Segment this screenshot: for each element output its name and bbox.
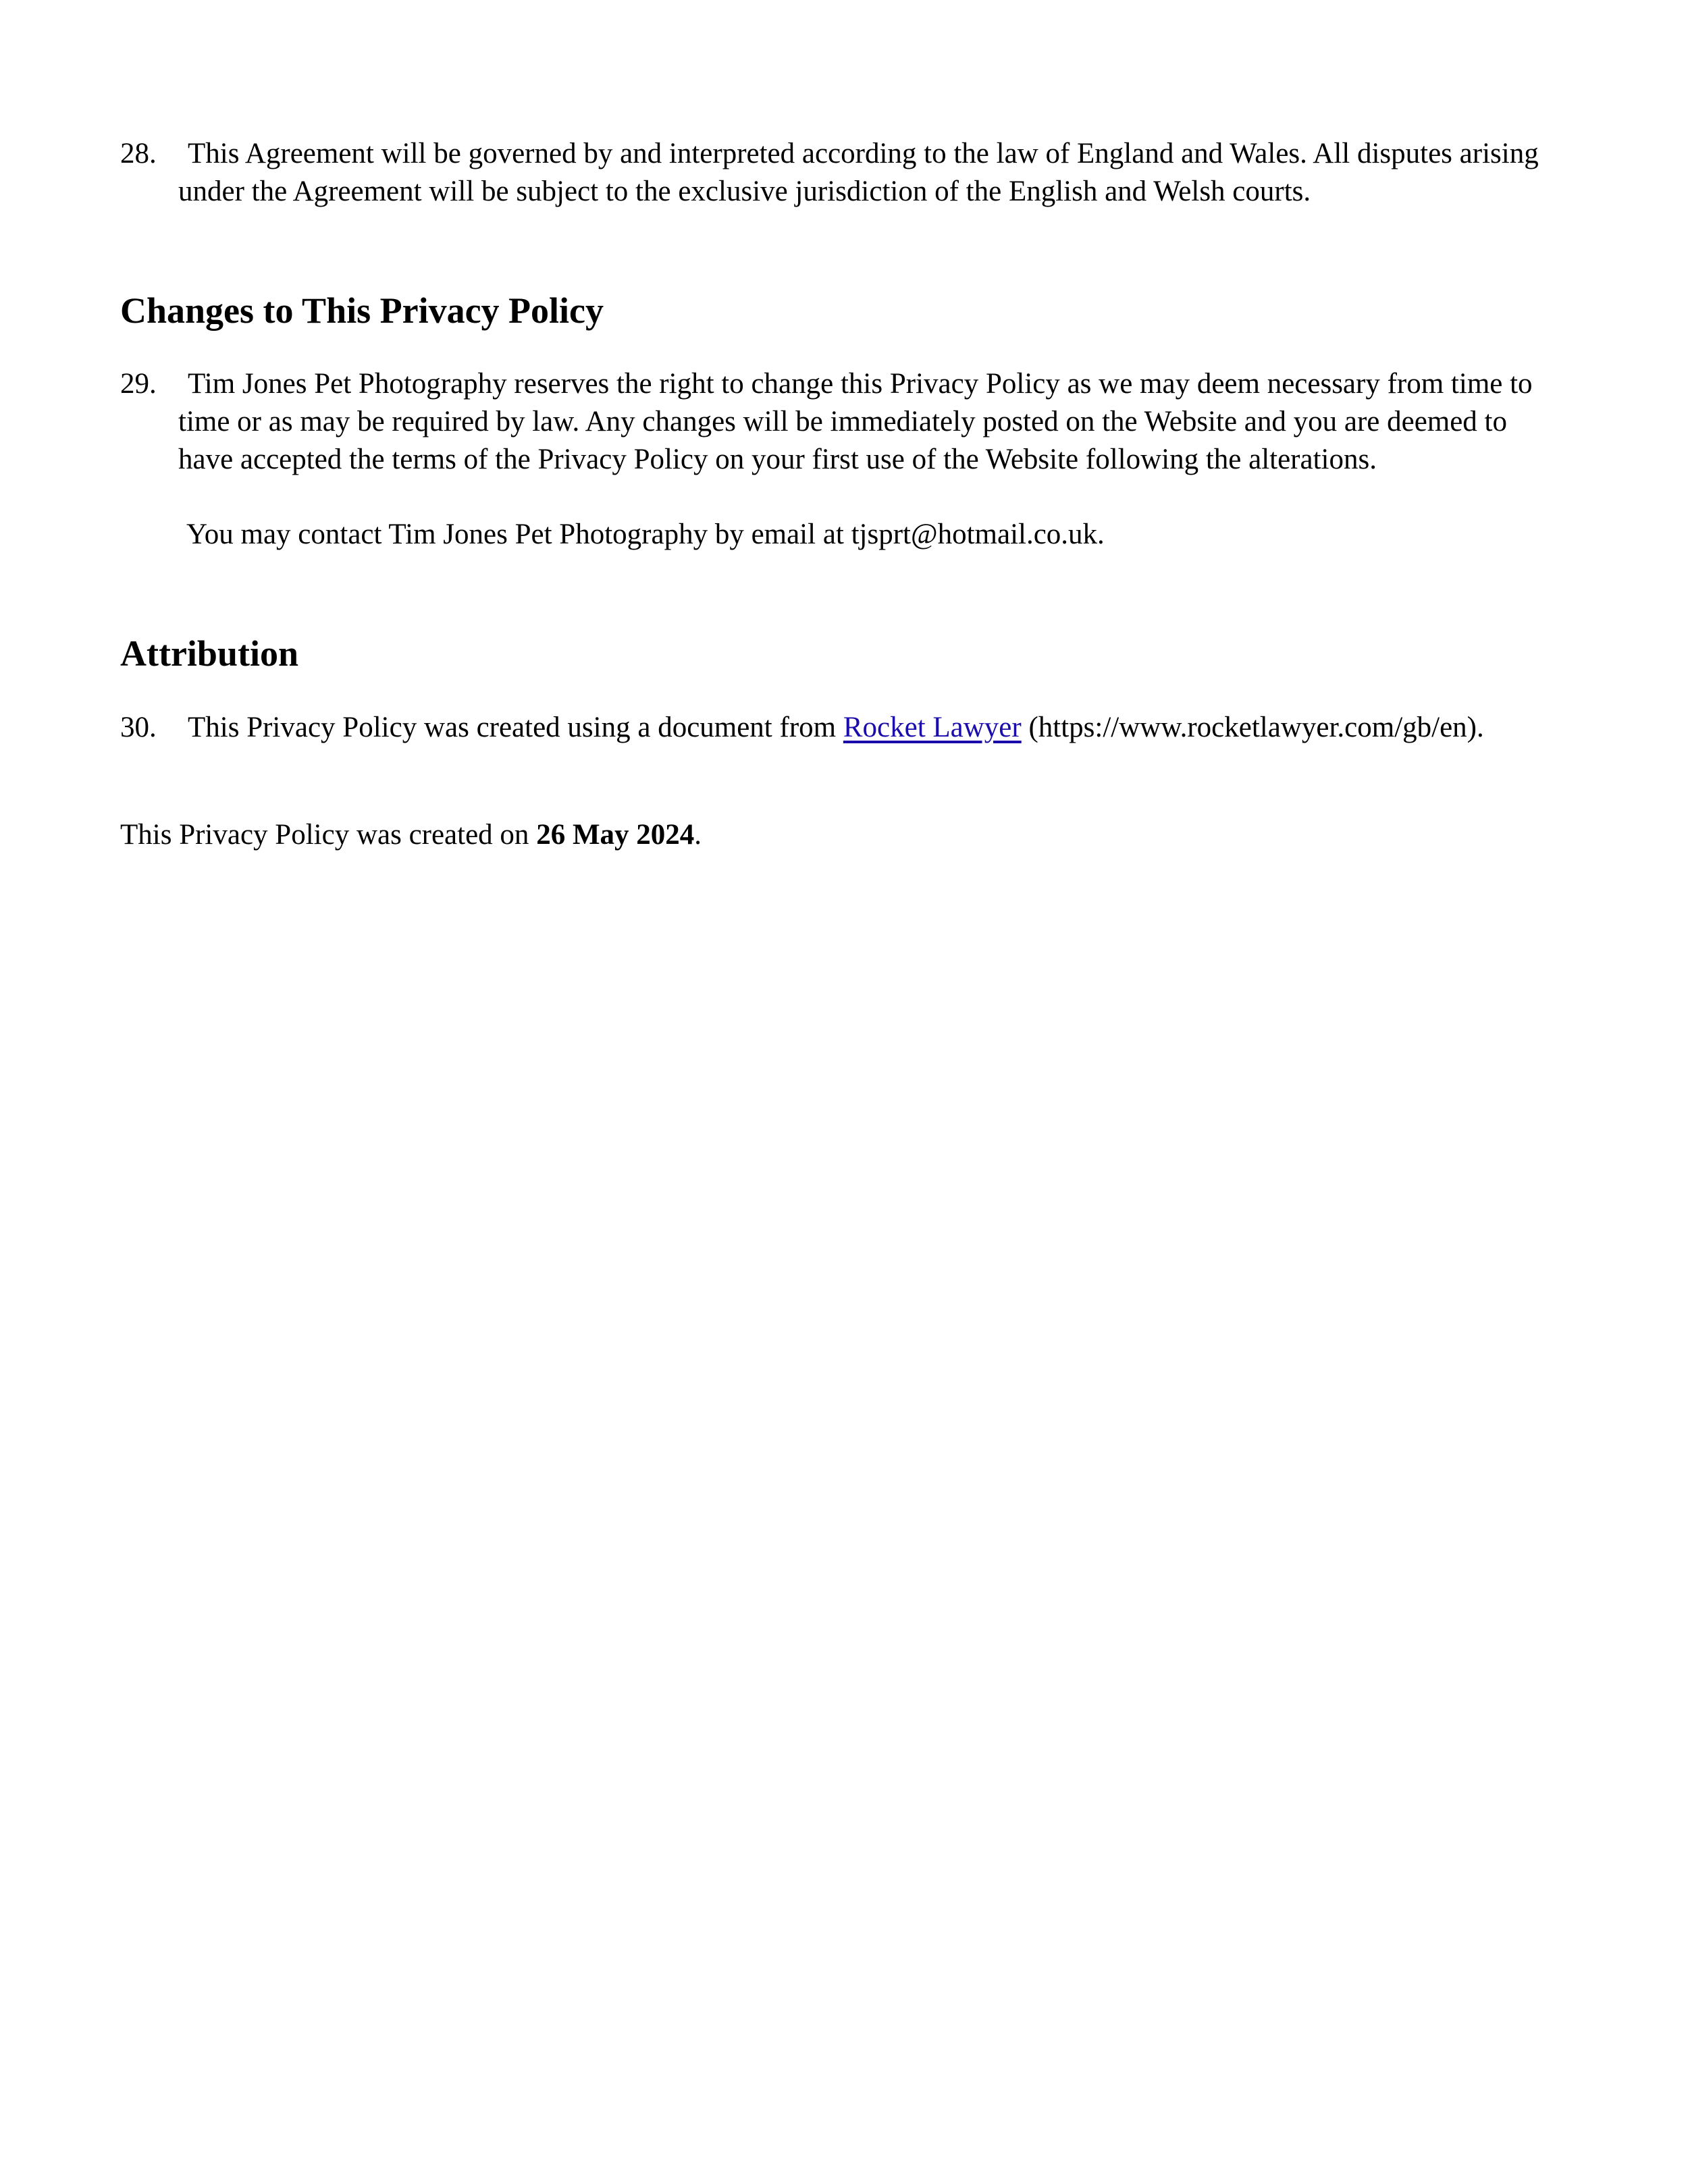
attribution-text-after: (https://www.rocketlawyer.com/gb/en). xyxy=(1021,712,1484,743)
section-heading-changes: Changes to This Privacy Policy xyxy=(120,290,604,331)
created-text-before: This Privacy Policy was created on xyxy=(120,819,537,851)
clause-30 xyxy=(120,709,1565,747)
clause-number: 29. xyxy=(120,368,157,400)
created-date: 26 May 2024 xyxy=(536,819,695,851)
created-text-after: . xyxy=(694,819,702,851)
attribution-text-before: This Privacy Policy was created using a document from xyxy=(188,712,843,743)
clause-29 xyxy=(120,365,1565,479)
created-date-line xyxy=(120,816,702,854)
clause-28 xyxy=(120,135,1565,211)
clause-text xyxy=(178,709,1565,747)
clause-number: 28. xyxy=(120,138,157,169)
section-heading-attribution: Attribution xyxy=(120,633,299,674)
clause-text: This Agreement will be governed by and interpreted according to the law of England and Wales. All disputes arising under the Agreement will be subject to the exclusive jurisdiction of the English and Welsh courts. xyxy=(178,138,1539,207)
rocket-lawyer-link[interactable]: Rocket Lawyer xyxy=(843,712,1022,743)
contact-text: You may contact Tim Jones Pet Photography by email at tjsprt@hotmail.co.uk. xyxy=(186,518,1105,550)
clause-number: 30. xyxy=(120,712,157,743)
clause-text: Tim Jones Pet Photography reserves the right to change this Privacy Policy as we may deem necessary from time to time or as may be required by law. Any changes will be immediately posted on the Website and you are deemed to have accepted the terms of the Privacy Policy on your first use of the Website following the alterations. xyxy=(178,368,1533,475)
